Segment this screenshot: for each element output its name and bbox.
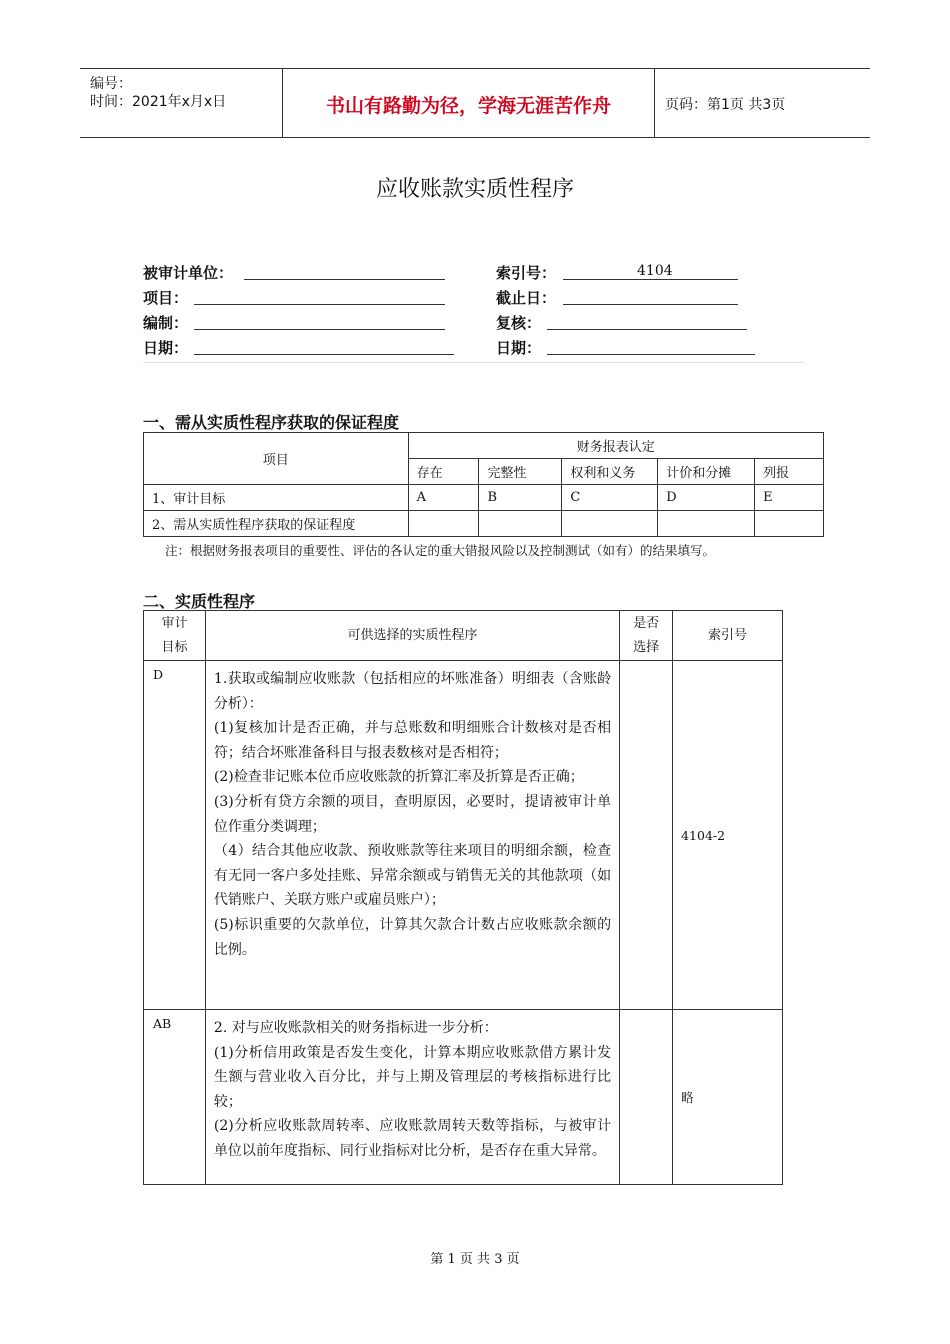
procedure-line: (2)检查非记账本位币应收账款的折算汇率及折算是否正确； bbox=[213, 769, 584, 786]
col-target-line2: 目标 bbox=[161, 639, 188, 655]
procedure-line: (1)分析信用政策是否发生变化，计算本期应收账款借方累计发生额与营业收入百分比，并与上期及管理层的考核指标进行比较； bbox=[213, 1044, 612, 1110]
page-title: 应收账款实质性程序 bbox=[375, 177, 574, 202]
row-procedure bbox=[205, 1010, 619, 1185]
table-cell: A bbox=[408, 485, 479, 511]
assertion-presentation: 列报 bbox=[755, 459, 824, 485]
table-row bbox=[144, 511, 824, 537]
item-label: 项目： bbox=[143, 289, 189, 307]
table-row bbox=[144, 485, 824, 511]
item-field[interactable] bbox=[194, 303, 445, 305]
table-cell[interactable] bbox=[408, 511, 479, 537]
cutoff-label: 截止日： bbox=[496, 289, 557, 307]
row-selected[interactable] bbox=[620, 1010, 673, 1185]
doc-time-label: 时间：2021年x月x日 bbox=[90, 94, 227, 110]
assertion-completeness: 完整性 bbox=[479, 459, 562, 485]
index-value: 4104 bbox=[637, 263, 673, 279]
prepared-date-field[interactable] bbox=[194, 353, 454, 355]
row-label: 2、需从实质性程序获取的保证程度 bbox=[144, 511, 409, 537]
assertion-rights: 权利和义务 bbox=[562, 459, 658, 485]
audited-unit-field[interactable] bbox=[244, 278, 445, 280]
header-page-cell bbox=[655, 69, 870, 137]
row-target: AB bbox=[144, 1010, 206, 1185]
doc-number-label: 编号： bbox=[90, 76, 132, 92]
header-motto-cell bbox=[283, 69, 655, 137]
col-assertions-header: 财务报表认定 bbox=[408, 433, 823, 459]
reviewed-field[interactable] bbox=[547, 328, 747, 330]
divider bbox=[143, 362, 803, 363]
page-footer: 第 1 页 共 3 页 bbox=[430, 1252, 520, 1267]
audited-unit-label: 被审计单位： bbox=[143, 264, 234, 282]
assurance-table bbox=[143, 432, 824, 537]
header-band bbox=[80, 68, 870, 138]
assertion-existence: 存在 bbox=[408, 459, 479, 485]
header-left-cell bbox=[80, 69, 283, 137]
table-cell[interactable] bbox=[562, 511, 658, 537]
reviewed-label: 复核： bbox=[496, 314, 542, 332]
row-procedure bbox=[205, 661, 619, 1010]
col-procedure-header: 可供选择的实质性程序 bbox=[205, 611, 619, 661]
col-item-header: 项目 bbox=[144, 433, 409, 485]
table-cell: C bbox=[562, 485, 658, 511]
row-ref: 略 bbox=[673, 1010, 783, 1185]
table-row bbox=[144, 661, 783, 1010]
row-selected[interactable] bbox=[620, 661, 673, 1010]
col-selected-line1: 是否 bbox=[633, 615, 660, 631]
col-selected-header bbox=[620, 611, 673, 661]
reviewed-date-field[interactable] bbox=[547, 353, 755, 355]
procedures-table bbox=[143, 610, 783, 1185]
procedure-line: 2. 对与应收账款相关的财务指标进一步分析： bbox=[213, 1020, 498, 1036]
motto: 书山有路勤为径，学海无涯苦作舟 bbox=[325, 95, 611, 117]
row-label: 1、审计目标 bbox=[144, 485, 409, 511]
table-cell: D bbox=[658, 485, 755, 511]
col-target-header bbox=[144, 611, 206, 661]
table-cell[interactable] bbox=[658, 511, 755, 537]
procedure-line: (2)分析应收账款周转率、应收账款周转天数等指标，与被审计单位以前年度指标、同行业指标对比分析，是否存在重大异常。 bbox=[213, 1118, 612, 1159]
procedure-line: (1)复核加计是否正确，并与总账数和明细账合计数核对是否相符；结合坏账准备科目与报表数核对是否相符； bbox=[213, 720, 612, 761]
page-indicator: 页码：第1页 共3页 bbox=[665, 97, 786, 113]
assertion-valuation: 计价和分摊 bbox=[658, 459, 755, 485]
index-label: 索引号： bbox=[496, 264, 557, 282]
prepared-label: 编制： bbox=[143, 314, 189, 332]
procedure-line: 1.获取或编制应收账款（包括相应的坏账准备）明细表（含账龄分析）： bbox=[213, 671, 612, 712]
table-cell: E bbox=[755, 485, 824, 511]
section2-heading: 二、实质性程序 bbox=[143, 592, 256, 611]
col-target-line1: 审计 bbox=[161, 615, 188, 631]
reviewed-date-label: 日期： bbox=[496, 339, 542, 357]
table-cell[interactable] bbox=[479, 511, 562, 537]
table-cell[interactable] bbox=[755, 511, 824, 537]
procedure-line: （4）结合其他应收款、预收账款等往来项目的明细余额，检查有无同一客户多处挂账、异常余额或与销售无关的其他款项（如代销账户、关联方账户或雇员账户）； bbox=[213, 843, 612, 909]
table-cell: B bbox=[479, 485, 562, 511]
prepared-date-label: 日期： bbox=[143, 339, 189, 357]
procedure-line: (3)分析有贷方余额的项目，查明原因，必要时，提请被审计单位作重分类调理； bbox=[213, 793, 612, 835]
section1-heading: 一、需从实质性程序获取的保证程度 bbox=[143, 413, 400, 432]
prepared-field[interactable] bbox=[194, 328, 445, 330]
table-row bbox=[144, 1010, 783, 1185]
table-note: 注：根据财务报表项目的重要性、评估的各认定的重大错报风险以及控制测试（如有）的结果填写。 bbox=[165, 543, 716, 558]
col-selected-line2: 选择 bbox=[633, 639, 660, 655]
col-ref-header: 索引号 bbox=[673, 611, 783, 661]
row-ref: 4104-2 bbox=[673, 661, 783, 1010]
procedure-line: (5)标识重要的欠款单位，计算其欠款合计数占应收账款余额的比例。 bbox=[213, 916, 612, 958]
row-target: D bbox=[144, 661, 206, 1010]
cutoff-field[interactable] bbox=[563, 303, 738, 305]
